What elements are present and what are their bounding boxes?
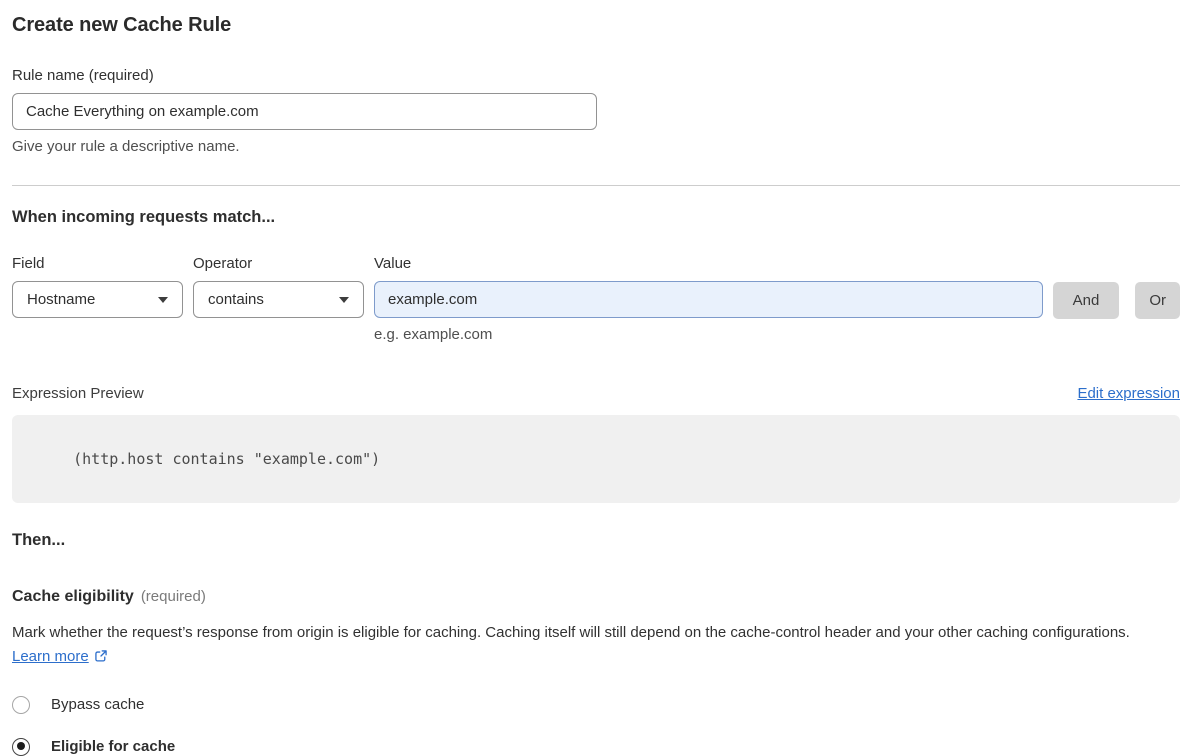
match-heading: When incoming requests match...: [12, 208, 276, 226]
or-button[interactable]: Or: [1135, 282, 1180, 319]
operator-select-value: contains: [208, 291, 264, 308]
field-select[interactable]: [12, 281, 183, 318]
radio-option-eligible-for-cache[interactable]: [12, 738, 1180, 756]
description-text: Mark whether the request’s response from origin is eligible for caching. Caching itself will still depend on the cache-control header and your other caching configurations.: [12, 624, 1130, 641]
operator-column: [193, 255, 364, 318]
value-input[interactable]: [374, 281, 1043, 318]
learn-more-link[interactable]: Learn more: [12, 648, 89, 666]
rule-name-help: Give your rule a descriptive name.: [12, 138, 240, 155]
radio-icon[interactable]: [12, 738, 30, 756]
required-note: (required): [140, 588, 206, 605]
cache-eligibility-options: [12, 696, 1180, 756]
field-select-value: Hostname: [27, 291, 96, 308]
operator-label: Operator: [193, 255, 253, 272]
expression-preview-label: Expression Preview: [12, 385, 144, 402]
field-column: [12, 255, 183, 318]
external-link-icon: [94, 647, 108, 671]
page-title: Create new Cache Rule: [12, 14, 232, 36]
rule-name-group: [12, 67, 1180, 155]
chevron-down-icon: [339, 297, 349, 303]
rule-name-input[interactable]: [12, 93, 597, 130]
expression-code: (http.host contains "example.com"): [73, 450, 381, 468]
condition-row: [12, 255, 1180, 343]
then-heading: Then...: [12, 531, 66, 549]
edit-expression-link[interactable]: Edit expression: [1077, 385, 1180, 402]
value-column: [374, 255, 1043, 343]
expression-code-block: [12, 415, 1180, 503]
value-help: e.g. example.com: [374, 326, 493, 343]
radio-icon[interactable]: [12, 696, 30, 714]
operator-select[interactable]: [193, 281, 364, 318]
radio-option-label: Eligible for cache: [51, 738, 176, 756]
cache-eligibility-description: [12, 621, 1170, 672]
value-label: Value: [374, 255, 412, 272]
section-divider: [12, 185, 1180, 186]
cache-eligibility-title: Cache eligibility: [12, 588, 134, 605]
field-label: Field: [12, 255, 45, 272]
radio-option-label: Bypass cache: [51, 696, 145, 714]
expression-preview-row: [12, 385, 1180, 402]
radio-option-bypass-cache[interactable]: [12, 696, 1180, 714]
and-button[interactable]: And: [1053, 282, 1120, 319]
rule-name-label: Rule name (required): [12, 67, 154, 84]
chevron-down-icon: [158, 297, 168, 303]
cache-eligibility-heading: [12, 588, 1180, 606]
